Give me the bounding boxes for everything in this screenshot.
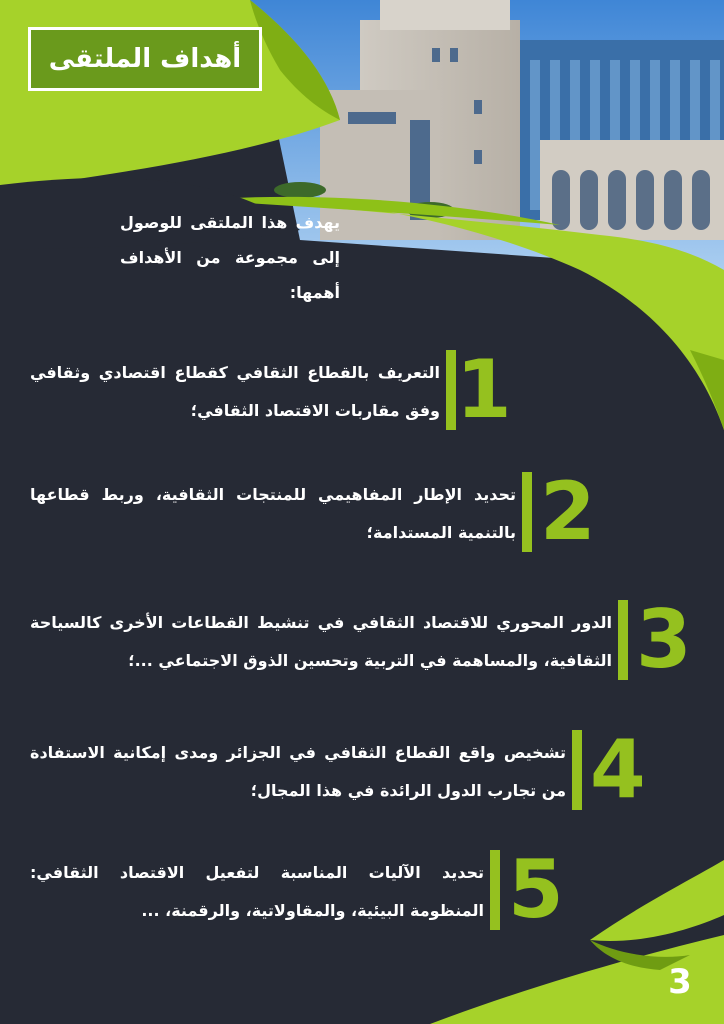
goal-text-1: التعريف بالقطاع الثقافي كقطاع اقتصادي وثقافي وفق مقاربات الاقتصاد الثقافي؛ [30,363,440,420]
goal-item-5 [0,843,724,940]
goal-divider-4 [572,730,582,810]
goal-number-4: 4 [590,723,646,816]
goal-number-1: 1 [456,343,512,436]
goal-divider-2 [522,472,532,552]
page-number: 3 [668,962,692,1002]
intro-paragraph: يهدف هذا الملتقى للوصول إلى مجموعة من الأهداف أهمها: [120,213,340,302]
page-title: أهداف الملتقى [48,44,242,74]
page-title-box [28,27,262,91]
goal-divider-1 [446,350,456,430]
goal-text-4: تشخيص واقع القطاع الثقافي في الجزائر ومدى إمكانية الاستفادة من تجارب الدول الرائدة في هذا المجال؛ [30,743,566,800]
goal-divider-3 [618,600,628,680]
goal-item-4 [0,723,724,820]
goal-text-5: تحديد الآليات المناسبة لتفعيل الاقتصاد الثقافي: المنظومة البيئية، والمقاولاتية، والرقمنة، ... [30,863,484,920]
goal-item-1 [0,343,724,440]
goal-item-2 [0,465,724,562]
goal-item-3 [0,593,724,690]
goal-text-2: تحديد الإطار المفاهيمي للمنتجات الثقافية، وربط قطاعها بالتنمية المستدامة؛ [30,485,516,542]
goal-text-3: الدور المحوري للاقتصاد الثقافي في تنشيط القطاعات الأخرى كالسياحة الثقافية، والمساهمة في التربية وتحسين الذوق الاجتماعي ...؛ [30,613,612,670]
goal-number-3: 3 [636,593,692,686]
goal-number-5: 5 [508,843,564,936]
goal-divider-5 [490,850,500,930]
goal-number-2: 2 [540,465,596,558]
